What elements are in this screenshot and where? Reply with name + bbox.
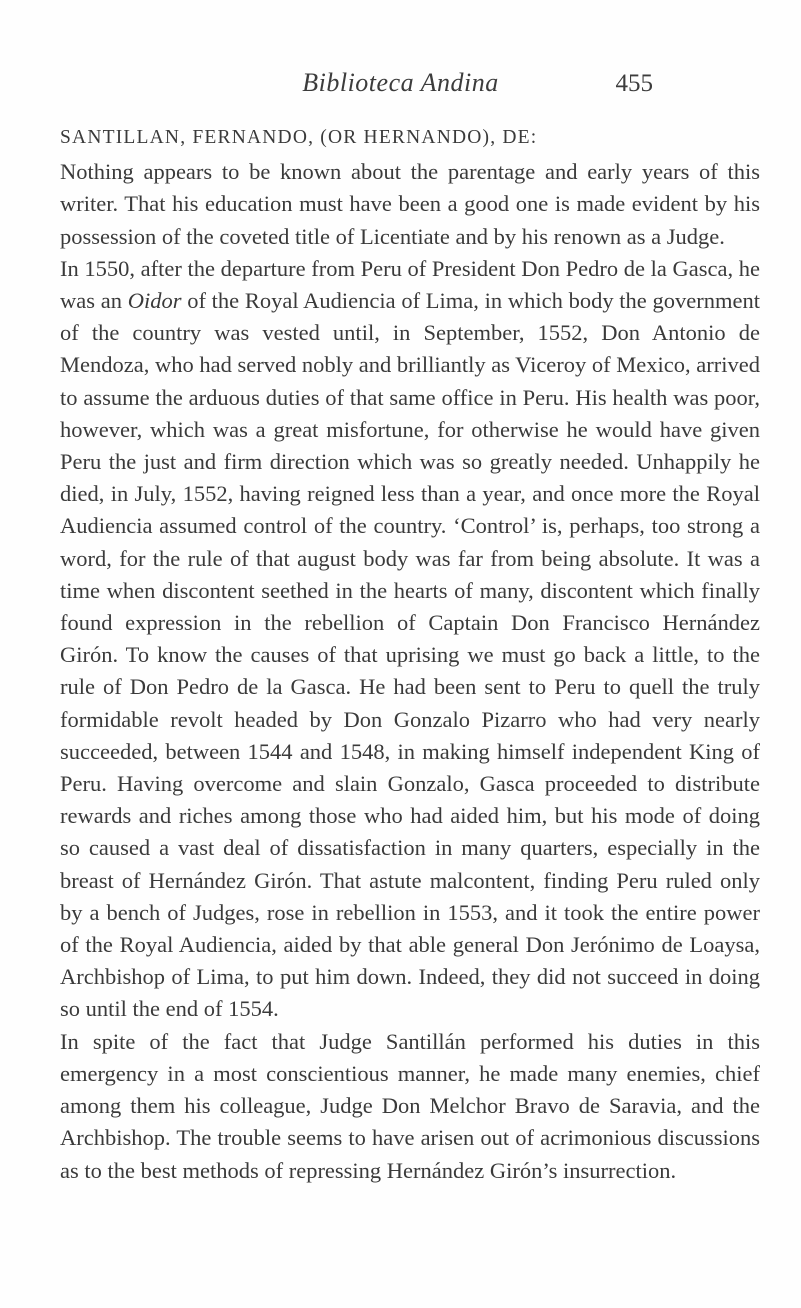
paragraph-2-emphasis: Oidor: [127, 288, 182, 314]
page-number: 455: [615, 70, 653, 97]
body-text: [60, 122, 760, 1187]
paragraph-3: [60, 1026, 760, 1187]
paragraph-2-rest: of the Royal Audiencia of Lima, in which body the government of the country was vested until, in September, 1552, Don Antonio de Mendoza, who had served nobly and brilliantly as Viceroy of Mexico, arrived to assume the arduous duties of that same office in Peru. His health was poor, however, which was a great misfortune, for otherwise he would have given Peru the just and firm direction which was so greatly needed. Unhappily he died, in July, 1552, having reigned less than a year, and once more the Royal Audiencia assumed control of the country. ‘Control’ is, perhaps, too strong a word, for the rule of that august body was far from being absolute. It was a time when discontent seethed in the hearts of many, discontent which finally found expression in the rebellion of Captain Don Francisco Hernández Girón. To know the causes of that uprising we must go back a little, to the rule of Don Pedro de la Gasca. He had been sent to Peru to quell the truly formidable revolt headed by Don Gonzalo Pizarro who had very nearly succeeded, between 1544 and 1548, in making himself independent King of Peru. Having overcome and slain Gonzalo, Gasca proceeded to distribute rewards and riches among those who had aided him, but his mode of doing so caused a vast deal of dissatisfaction in many quarters, especially in the breast of Hernández Girón. That astute malcontent, finding Peru ruled only by a bench of Judges, rose in rebellion in 1553, and it took the entire power of the Royal Audiencia, aided by that able general Don Jerónimo de Loaysa, Archbishop of Lima, to put him down. Indeed, they did not succeed in doing so until the end of 1554.: [60, 288, 760, 1022]
paragraph-1-text: Nothing appears to be known about the parentage and early years of this writer. That his education must have been a good one is made evident by his possession of the coveted title of Licentiate and by his renown as a Judge.: [60, 159, 760, 249]
paragraph-3-text: In spite of the fact that Judge Santillán performed his duties in this emergency in a most conscientious manner, he made many enemies, chief among them his colleague, Judge Don Melchor Bravo de Saravia, and the Archbishop. The trouble seems to have arisen out of acrimonious discussions as to the best methods of repressing Hernández Girón’s insurrection.: [60, 1028, 760, 1183]
paragraph-2-lead: In 1550, after the departure from Peru of President Don Pedro de la Gasca, he was an: [60, 255, 760, 314]
entry-heading: SANTILLAN, FERNANDO, (OR HERNANDO), DE:: [60, 127, 538, 148]
paragraph-1: [60, 156, 760, 253]
running-title: Biblioteca Andina: [302, 68, 499, 97]
paragraph-2: [60, 253, 760, 1026]
running-head: [0, 68, 801, 108]
